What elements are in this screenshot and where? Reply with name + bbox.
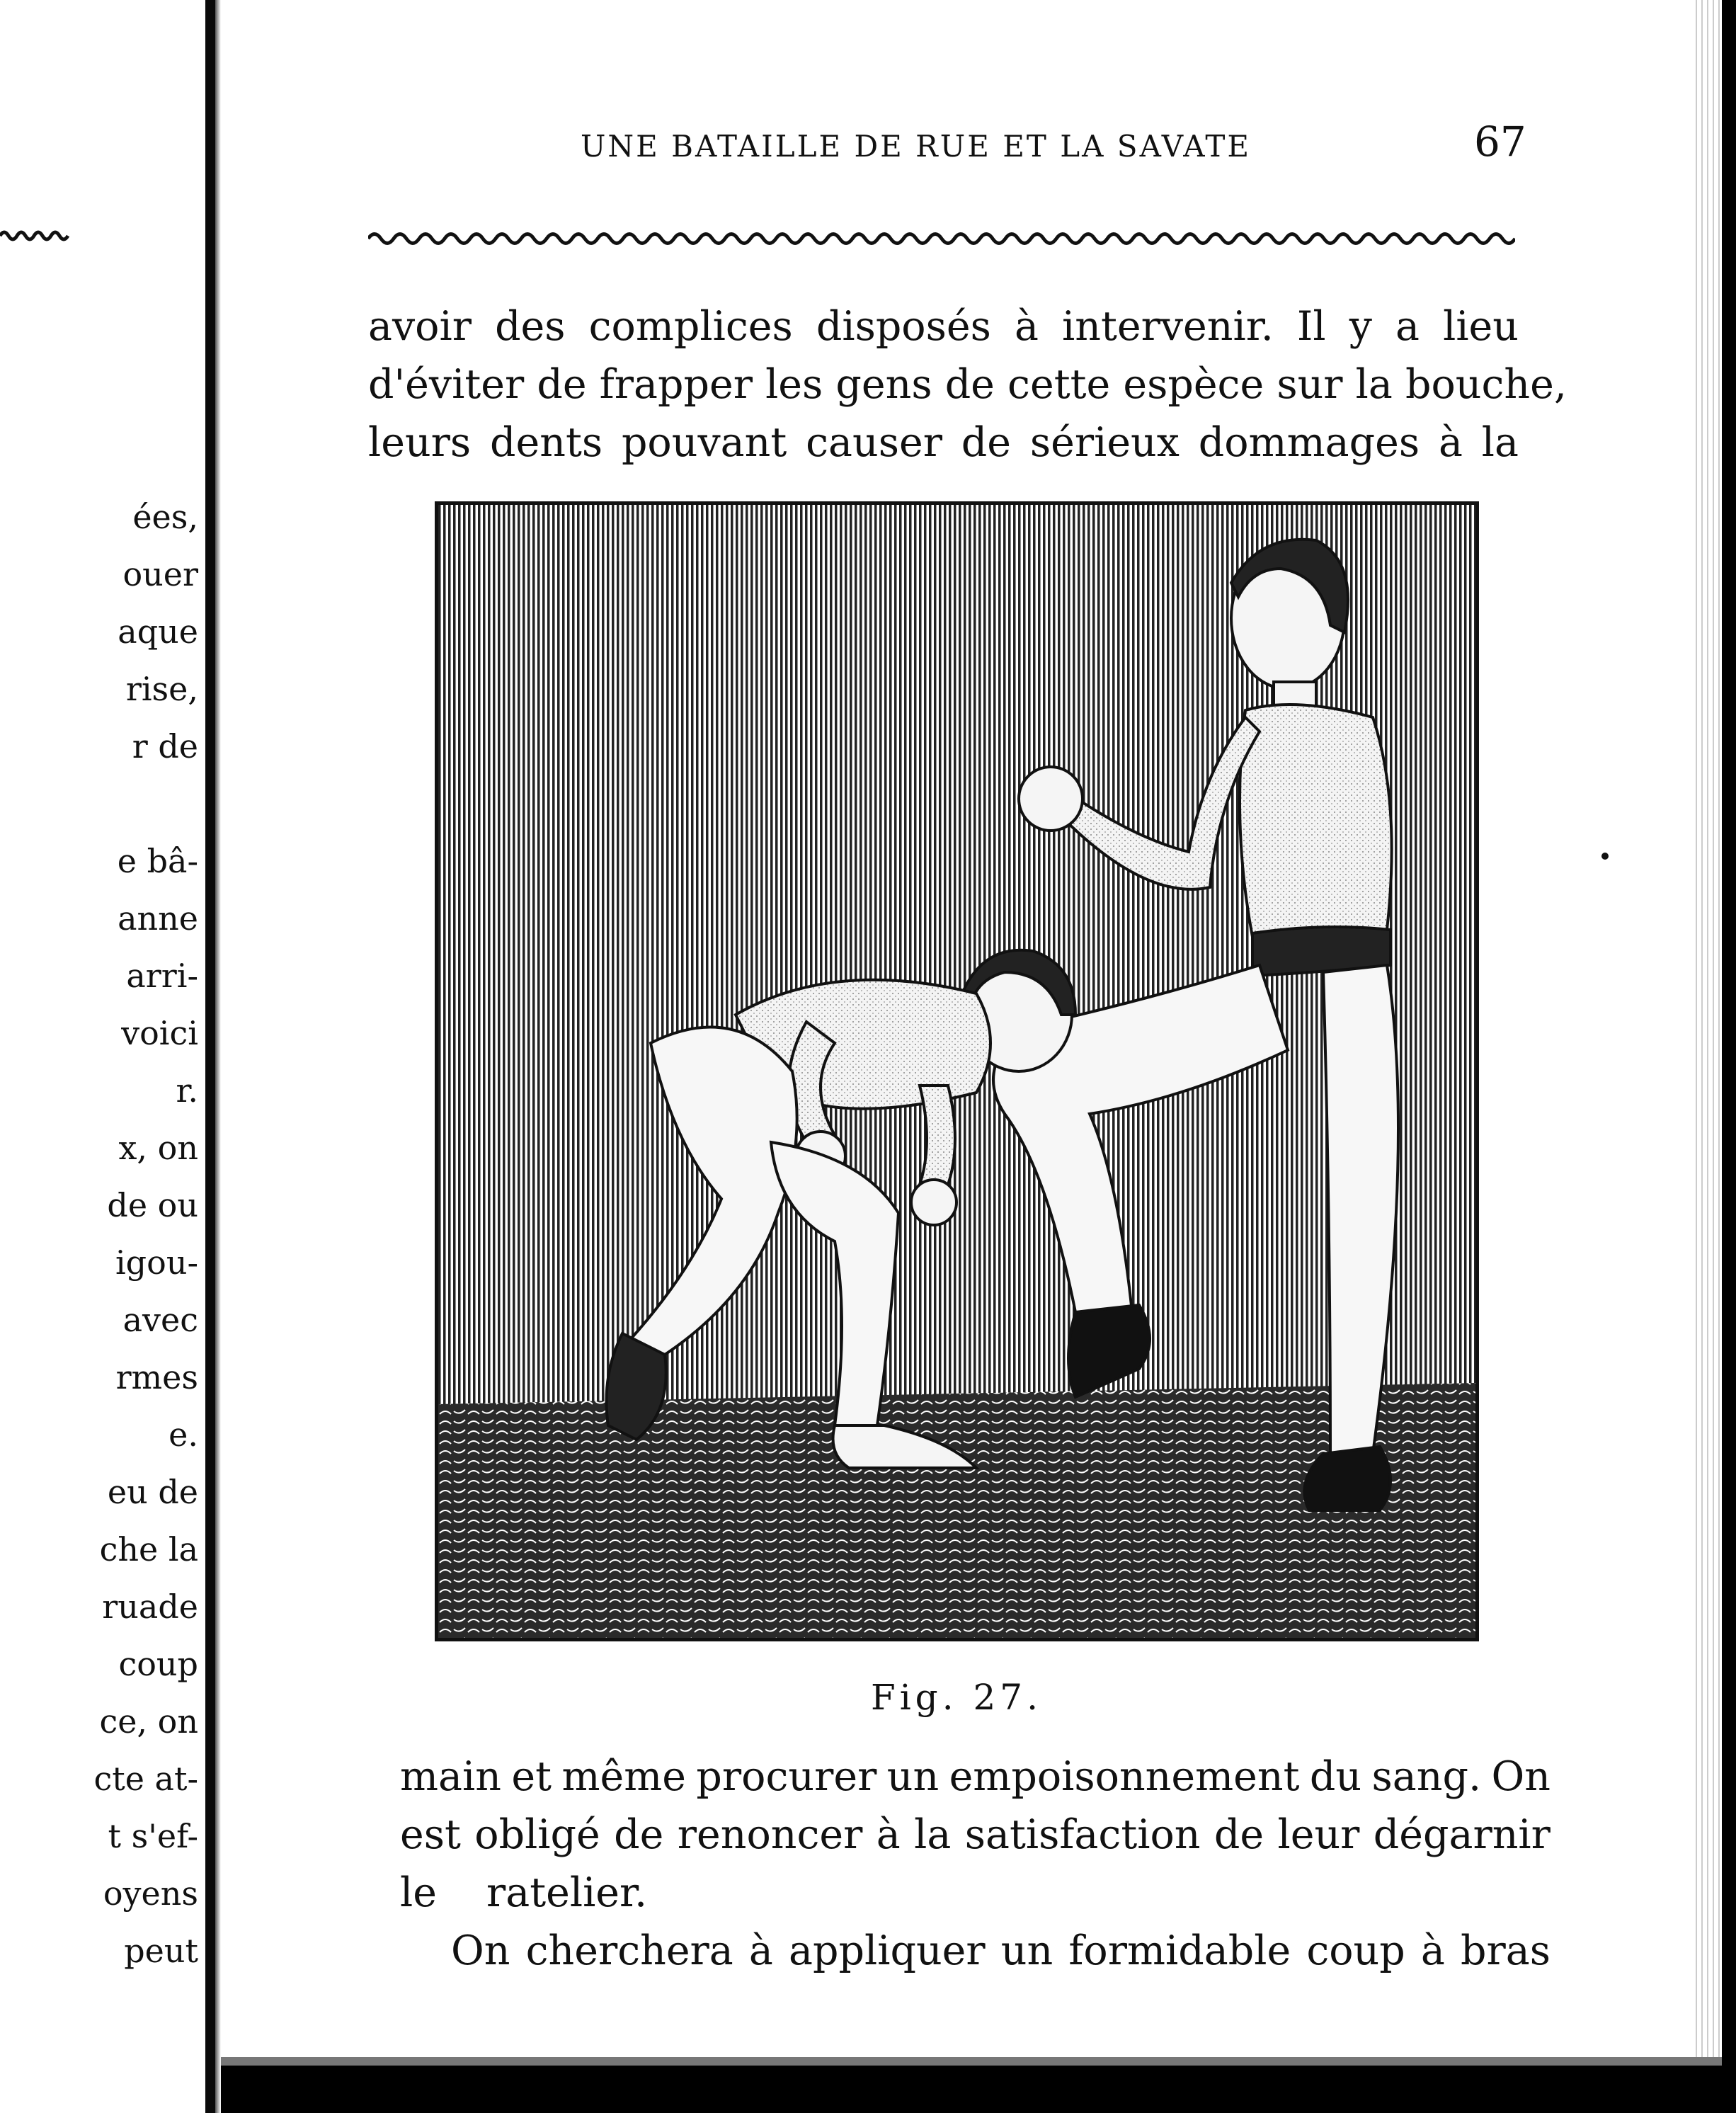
word: est [400, 1811, 461, 1858]
word: appliquer [789, 1927, 986, 1974]
left-page [0, 0, 205, 2113]
word: satisfaction [964, 1811, 1201, 1858]
left-line: cte at- [93, 1760, 198, 1798]
page-bottom-shadow [221, 2057, 1722, 2066]
left-line: x, on [118, 1129, 198, 1167]
word: à [1420, 1927, 1445, 1974]
left-line: r. [176, 1071, 198, 1110]
running-head: UNE BATAILLE DE RUE ET LA SAVATE [581, 129, 1251, 164]
engraving-illustration [438, 505, 1475, 1638]
left-line: che la [99, 1530, 198, 1568]
word: leur [1277, 1811, 1360, 1858]
left-line-gap [0, 775, 198, 833]
left-page-text [0, 489, 198, 1980]
left-line: anne [118, 899, 198, 938]
word: obligé [474, 1811, 600, 1858]
left-line: t s'ef- [108, 1817, 198, 1855]
left-line: e. [169, 1416, 198, 1454]
left-line: ouer [122, 555, 198, 593]
gutter-shadow [215, 0, 221, 2113]
word: formidable [1068, 1927, 1291, 1974]
word: de [614, 1811, 664, 1858]
word: ratelier. [486, 1869, 648, 1916]
left-line: aque [118, 613, 198, 651]
left-line: avec [122, 1301, 198, 1339]
left-line: igou- [115, 1243, 198, 1282]
left-line: voici [121, 1014, 198, 1052]
text-line: d'éviter de frapper les gens de cette espèce sur la bouche, [368, 361, 1567, 408]
figure-caption: Fig. 27. [871, 1677, 1042, 1718]
text-line-2 [400, 1806, 1551, 1864]
word: procurer [696, 1753, 877, 1800]
word: à [748, 1927, 773, 1974]
engraving-figure [435, 501, 1479, 1641]
word: un [1000, 1927, 1053, 1974]
word: sang. [1371, 1753, 1482, 1800]
left-line: eu de [107, 1473, 198, 1511]
word: du [1309, 1753, 1362, 1800]
paragraph-bottom [400, 1748, 1551, 1980]
left-line: rmes [115, 1358, 198, 1396]
text-line-3 [400, 1864, 1551, 1922]
left-line: ruade [102, 1588, 198, 1626]
text-line-4 [400, 1922, 1551, 1980]
left-line: arri- [126, 957, 198, 995]
word: de [1214, 1811, 1264, 1858]
page-number: 67 [1474, 118, 1526, 166]
word: bras [1461, 1927, 1551, 1974]
word: empoisonnement [949, 1753, 1300, 1800]
left-line: de ou [107, 1186, 198, 1224]
left-line: r de [132, 727, 198, 765]
word: et [511, 1753, 552, 1800]
book-gutter [205, 0, 215, 2113]
word: coup [1306, 1927, 1405, 1974]
word: le [400, 1869, 437, 1916]
word: renoncer [677, 1811, 863, 1858]
left-line: peut [124, 1932, 198, 1970]
text-line-1 [400, 1748, 1551, 1806]
left-line: oyens [103, 1874, 198, 1913]
word: un [886, 1753, 940, 1800]
word: On [1491, 1753, 1551, 1800]
word: la [914, 1811, 952, 1858]
word: à [876, 1811, 901, 1858]
left-line: rise, [125, 670, 198, 708]
word: main [400, 1753, 501, 1800]
ornamental-wave-rule [368, 227, 1515, 251]
left-line: coup [118, 1645, 198, 1683]
word: cherchera [525, 1927, 733, 1974]
ink-speck [1601, 853, 1609, 860]
paragraph-top [368, 297, 1567, 472]
word: On [451, 1927, 510, 1974]
word: même [561, 1753, 687, 1800]
left-line: ées, [132, 498, 198, 536]
text-line: leurs dents pouvant causer de sérieux dommages à la [368, 419, 1519, 466]
word: dégarnir [1373, 1811, 1551, 1858]
left-line: e bâ- [117, 842, 198, 880]
text-line: avoir des complices disposés à intervenir. Il y a lieu [368, 303, 1519, 350]
left-ornament-rule [0, 225, 71, 246]
page-edge-stack [1694, 0, 1722, 2057]
left-line: ce, on [99, 1702, 198, 1741]
